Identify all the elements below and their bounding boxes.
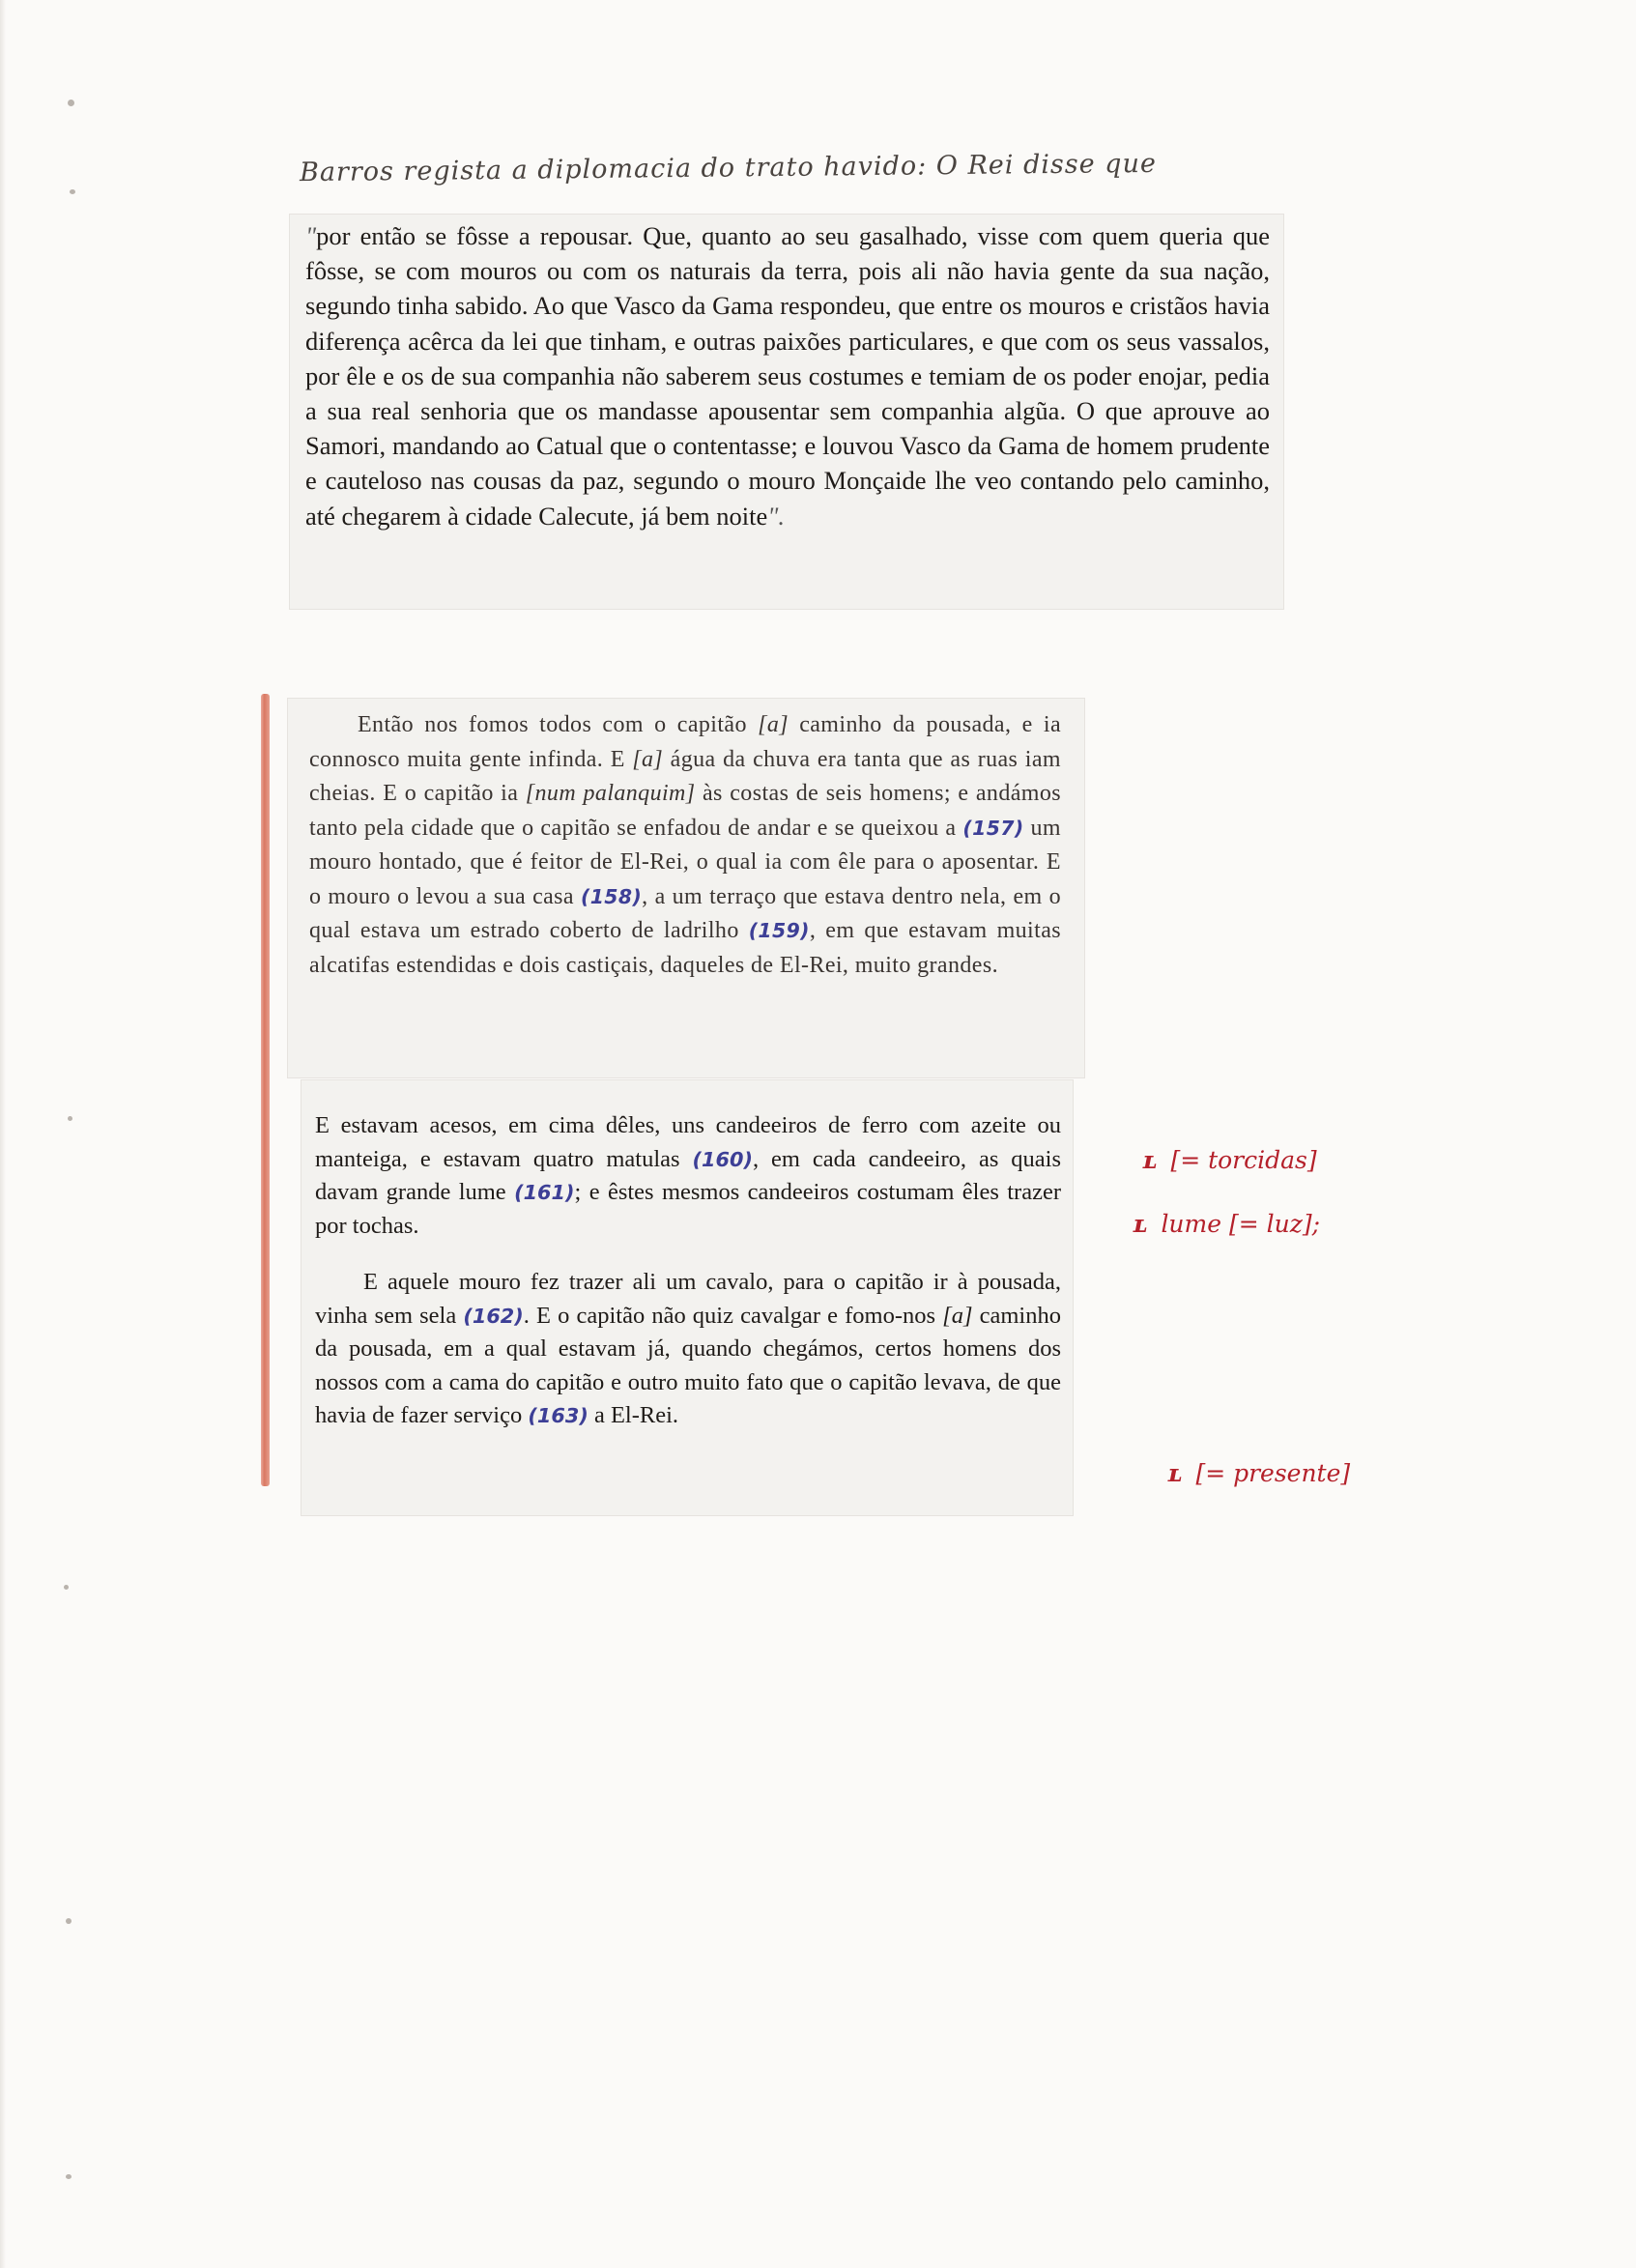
text-run: água da chuva era tanta que as ruas iam cheias. E o capitão ia (309, 746, 1061, 806)
closing-quote-mark: ". (767, 501, 785, 531)
editorial-insert: [a] (942, 1302, 973, 1329)
roteiro-paragraph-2 (315, 1109, 1061, 1243)
editorial-insert: [a] (758, 712, 789, 737)
text-run: caminho da pousada, e ia connosco muita gente infinda. E (309, 712, 1061, 772)
barros-paragraph: por então se fôsse a repousar. Que, quanto ao seu gasalhado, visse com quem queria que fôsse, se com mouros ou com os naturais da terra, pois ali não havia gente da sua nação, segundo tinha sabido. Ao que Vasco da Gama respondeu, que entre os mouros e cristãos havia diferença acêrca da lei que tinham, e outras paixões particulares, e que com os seus vassalos, por êle e os de sua companhia não saberem seus costumes e temiam de os poder enojar, pedia a sua real senhoria que os mandasse apousentar sem companhia algũa. O que aprouve ao Samori, mandando ao Catual que o contentasse; e louvou Vasco da Gama de homem prudente e cauteloso nas cousas da paz, segundo o mouro Monçaide lhe veo contando pelo caminho, até chegarem à cidade Calecute, já bem noite (305, 221, 1270, 531)
note-reference: (160) (692, 1147, 753, 1171)
margin-note-text: lume [= luz]; (1161, 1210, 1321, 1238)
handwritten-note: Barros regista a diplomacia do trato havido: O Rei disse que (299, 148, 1158, 188)
margin-note-text: [= torcidas] (1170, 1146, 1317, 1174)
paper-speck (68, 1116, 72, 1121)
margin-note-text: [= presente] (1195, 1459, 1351, 1487)
text-run: a El-Rei. (588, 1402, 679, 1428)
text-run: , em que estavam muitas alcatifas estendidas e dois castiçais, daqueles de El-Rei, muito grandes. (309, 918, 1061, 978)
insertion-caret-icon: ʟ (1142, 1146, 1158, 1174)
paper-speck (64, 1585, 69, 1590)
text-run: , em cada candeeiro, as quais davam grande lume (315, 1145, 1061, 1205)
note-reference: (157) (962, 816, 1024, 840)
roteiro-paragraph-3 (315, 1266, 1061, 1433)
insertion-caret-icon: ʟ (1133, 1210, 1148, 1238)
red-crayon-margin-bar (261, 694, 270, 1486)
roteiro-paragraph-1 (309, 708, 1061, 983)
opening-quote-mark: " (305, 221, 317, 250)
text-run: , a um terraço que estava dentro nela, em o qual estava um estrado coberto de ladrilho (309, 883, 1061, 943)
editorial-insert: [num palanquim] (525, 781, 696, 806)
paper-speck (66, 1918, 72, 1924)
text-run: . E o capitão não quiz cavalgar e fomo-nos (523, 1302, 943, 1329)
text-run: um mouro hontado, que é feitor de El-Rei, o qual ia com êle para o aposentar. E o mouro o levou a sua casa (309, 815, 1061, 909)
clipping-roteiro-2 (301, 1080, 1073, 1515)
text-run: ; e êstes mesmos candeeiros costumam êles trazer por tochas. (315, 1179, 1062, 1239)
note-reference: (161) (514, 1181, 575, 1204)
margin-note-torcidas (1142, 1146, 1317, 1174)
text-run: às costas de seis homens; e andámos tanto pela cidade que o capitão se enfadou de andar e se queixou a (309, 781, 1061, 841)
editorial-insert: [a] (632, 746, 664, 772)
note-reference: (162) (463, 1304, 524, 1328)
page-edge (0, 0, 6, 2268)
paper-speck (68, 100, 74, 106)
paper-speck (66, 2174, 72, 2179)
note-reference: (159) (748, 919, 810, 942)
note-reference: (158) (580, 884, 643, 908)
note-reference: (163) (528, 1404, 588, 1427)
paper-speck (70, 189, 75, 194)
insertion-caret-icon: ʟ (1167, 1459, 1183, 1487)
clipping-barros-text (305, 218, 1270, 533)
margin-note-lume (1133, 1210, 1320, 1238)
margin-note-presente (1167, 1459, 1350, 1487)
text-run: caminho da pousada, em a qual estavam já, quando chegámos, certos homens dos nossos com a cama do capitão e outro muito fato que o capitão levava, de que havia de fazer serviço (315, 1302, 1061, 1428)
text-run: E aquele mouro fez trazer ali um cavalo, para o capitão ir à pousada, vinha sem sela (315, 1269, 1061, 1329)
text-run: E estavam acesos, em cima dêles, uns candeeiros de ferro com azeite ou manteiga, e estavam quatro matulas (315, 1112, 1061, 1172)
text-run: Então nos fomos todos com o capitão (358, 712, 759, 737)
clipping-roteiro-1 (288, 699, 1084, 1077)
clipping-barros (290, 215, 1283, 609)
